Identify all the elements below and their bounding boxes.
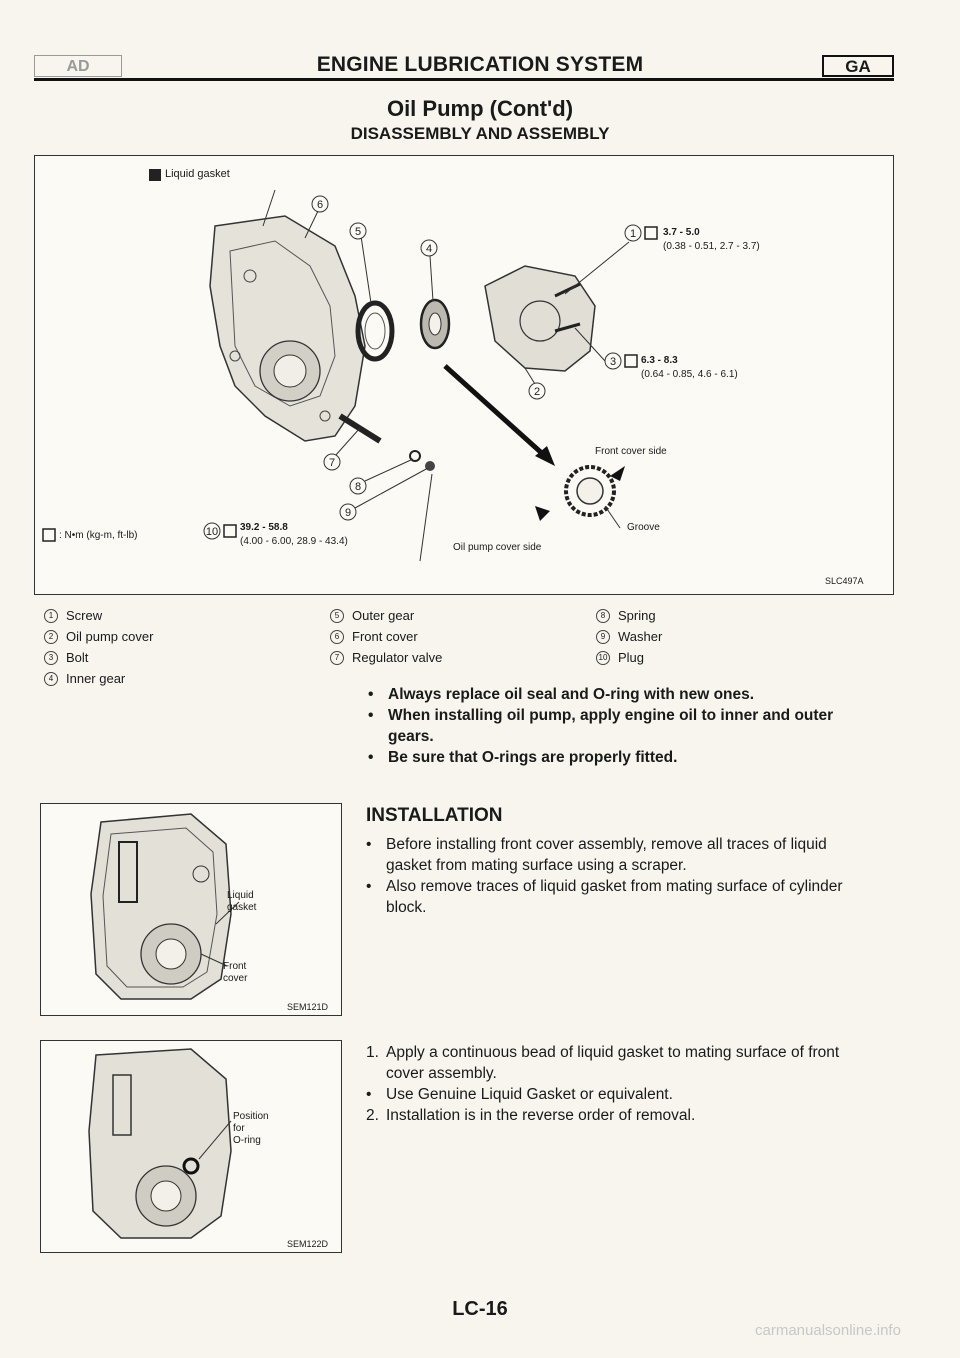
front-cover-label: Front <box>223 961 247 972</box>
installation-steps <box>366 1042 866 1126</box>
legend-item: 8 Spring <box>596 605 662 626</box>
installation-figure-1 <box>40 803 342 1016</box>
header-rule <box>34 78 894 81</box>
exploded-view-drawing <box>35 156 895 596</box>
front-cover-drawing <box>41 804 343 1017</box>
installation-figure-2 <box>40 1040 342 1253</box>
assembly-notes <box>368 684 868 768</box>
torque-10-value: 39.2 - 58.8 <box>240 522 288 533</box>
legend-item: 9 Washer <box>596 626 662 647</box>
callout-8: 8 <box>354 481 362 493</box>
legend-item: 3 Bolt <box>44 647 153 668</box>
torque-1-value: 3.7 - 5.0 <box>663 227 700 238</box>
callout-10: 10 <box>205 526 219 538</box>
torque-10-alt: (4.00 - 6.00, 28.9 - 43.4) <box>240 536 348 547</box>
torque-1-alt: (0.38 - 0.51, 2.7 - 3.7) <box>663 241 760 252</box>
section-tab-left: AD <box>34 55 122 77</box>
callout-3: 3 <box>609 356 617 368</box>
torque-wrench-icon <box>43 529 55 541</box>
torque-3-value: 6.3 - 8.3 <box>641 355 678 366</box>
section-subtitle: DISASSEMBLY AND ASSEMBLY <box>350 124 610 143</box>
installation-bullet: • Also remove traces of liquid gasket from mating surface of cylinder block. <box>366 878 843 916</box>
legend-item: 5 Outer gear <box>330 605 442 626</box>
parts-legend-col-3 <box>596 605 662 668</box>
note-item: • Always replace oil seal and O-ring with new ones. <box>368 686 755 703</box>
o-ring-position-drawing <box>41 1041 343 1254</box>
liquid-gasket-icon <box>149 169 161 181</box>
installation-step: • Use Genuine Liquid Gasket or equivalent. <box>366 1086 673 1103</box>
callout-7: 7 <box>328 457 336 469</box>
figure-code: SEM121D <box>287 1002 329 1012</box>
callout-1: 1 <box>629 228 637 240</box>
front-cover-side-label: Front cover side <box>595 446 667 457</box>
page-header-title: ENGINE LUBRICATION SYSTEM <box>316 53 644 76</box>
callout-2: 2 <box>533 386 541 398</box>
parts-legend-col-2 <box>330 605 442 668</box>
torque-3-alt: (0.64 - 0.85, 4.6 - 6.1) <box>641 369 738 380</box>
o-ring-position-label: O-ring <box>233 1135 261 1146</box>
legend-item: 1 Screw <box>44 605 153 626</box>
callout-6: 6 <box>316 199 324 211</box>
torque-wrench-icon <box>645 227 657 239</box>
front-cover-label: cover <box>223 973 248 984</box>
figure-code: SEM122D <box>287 1239 329 1249</box>
legend-item: 6 Front cover <box>330 626 442 647</box>
legend-item: 10 Plug <box>596 647 662 668</box>
legend-item: 4 Inner gear <box>44 668 153 689</box>
callout-9: 9 <box>344 507 352 519</box>
liquid-gasket-label: gasket <box>227 902 257 913</box>
liquid-gasket-label: Liquid <box>227 890 254 901</box>
figure-code: SLC497A <box>825 576 864 586</box>
legend-item: 7 Regulator valve <box>330 647 442 668</box>
torque-unit-label: : N•m (kg-m, ft-lb) <box>59 530 138 541</box>
note-item: • When installing oil pump, apply engine oil to inner and outer gears. <box>368 707 834 745</box>
torque-wrench-icon <box>625 355 637 367</box>
installation-step: 2. Installation is in the reverse order of removal. <box>366 1107 696 1124</box>
o-ring-position-label: for <box>233 1123 245 1134</box>
callout-5: 5 <box>354 226 362 238</box>
installation-step: 1. Apply a continuous bead of liquid gasket to mating surface of front cover assembly. <box>366 1044 840 1082</box>
page-number: LC-16 <box>452 1298 508 1320</box>
torque-wrench-icon <box>224 525 236 537</box>
parts-legend-col-1 <box>44 605 153 689</box>
installation-bullet: • Before installing front cover assembly, remove all traces of liquid gasket from mating surface using a scraper. <box>366 836 827 874</box>
installation-bullets <box>366 834 866 918</box>
section-title: Oil Pump (Cont'd) <box>386 96 574 121</box>
section-tab-right: GA <box>822 55 894 77</box>
o-ring-position-label: Position <box>233 1111 269 1122</box>
callout-4: 4 <box>425 243 433 255</box>
oil-pump-cover-side-label: Oil pump cover side <box>453 542 542 553</box>
groove-label: Groove <box>627 522 660 533</box>
legend-item: 2 Oil pump cover <box>44 626 153 647</box>
installation-title: INSTALLATION <box>366 805 503 826</box>
note-item: • Be sure that O-rings are properly fitted. <box>368 749 678 766</box>
exploded-view-figure <box>34 155 894 595</box>
watermark: carmanualsonline.info <box>755 1322 901 1339</box>
liquid-gasket-label: Liquid gasket <box>165 168 230 180</box>
